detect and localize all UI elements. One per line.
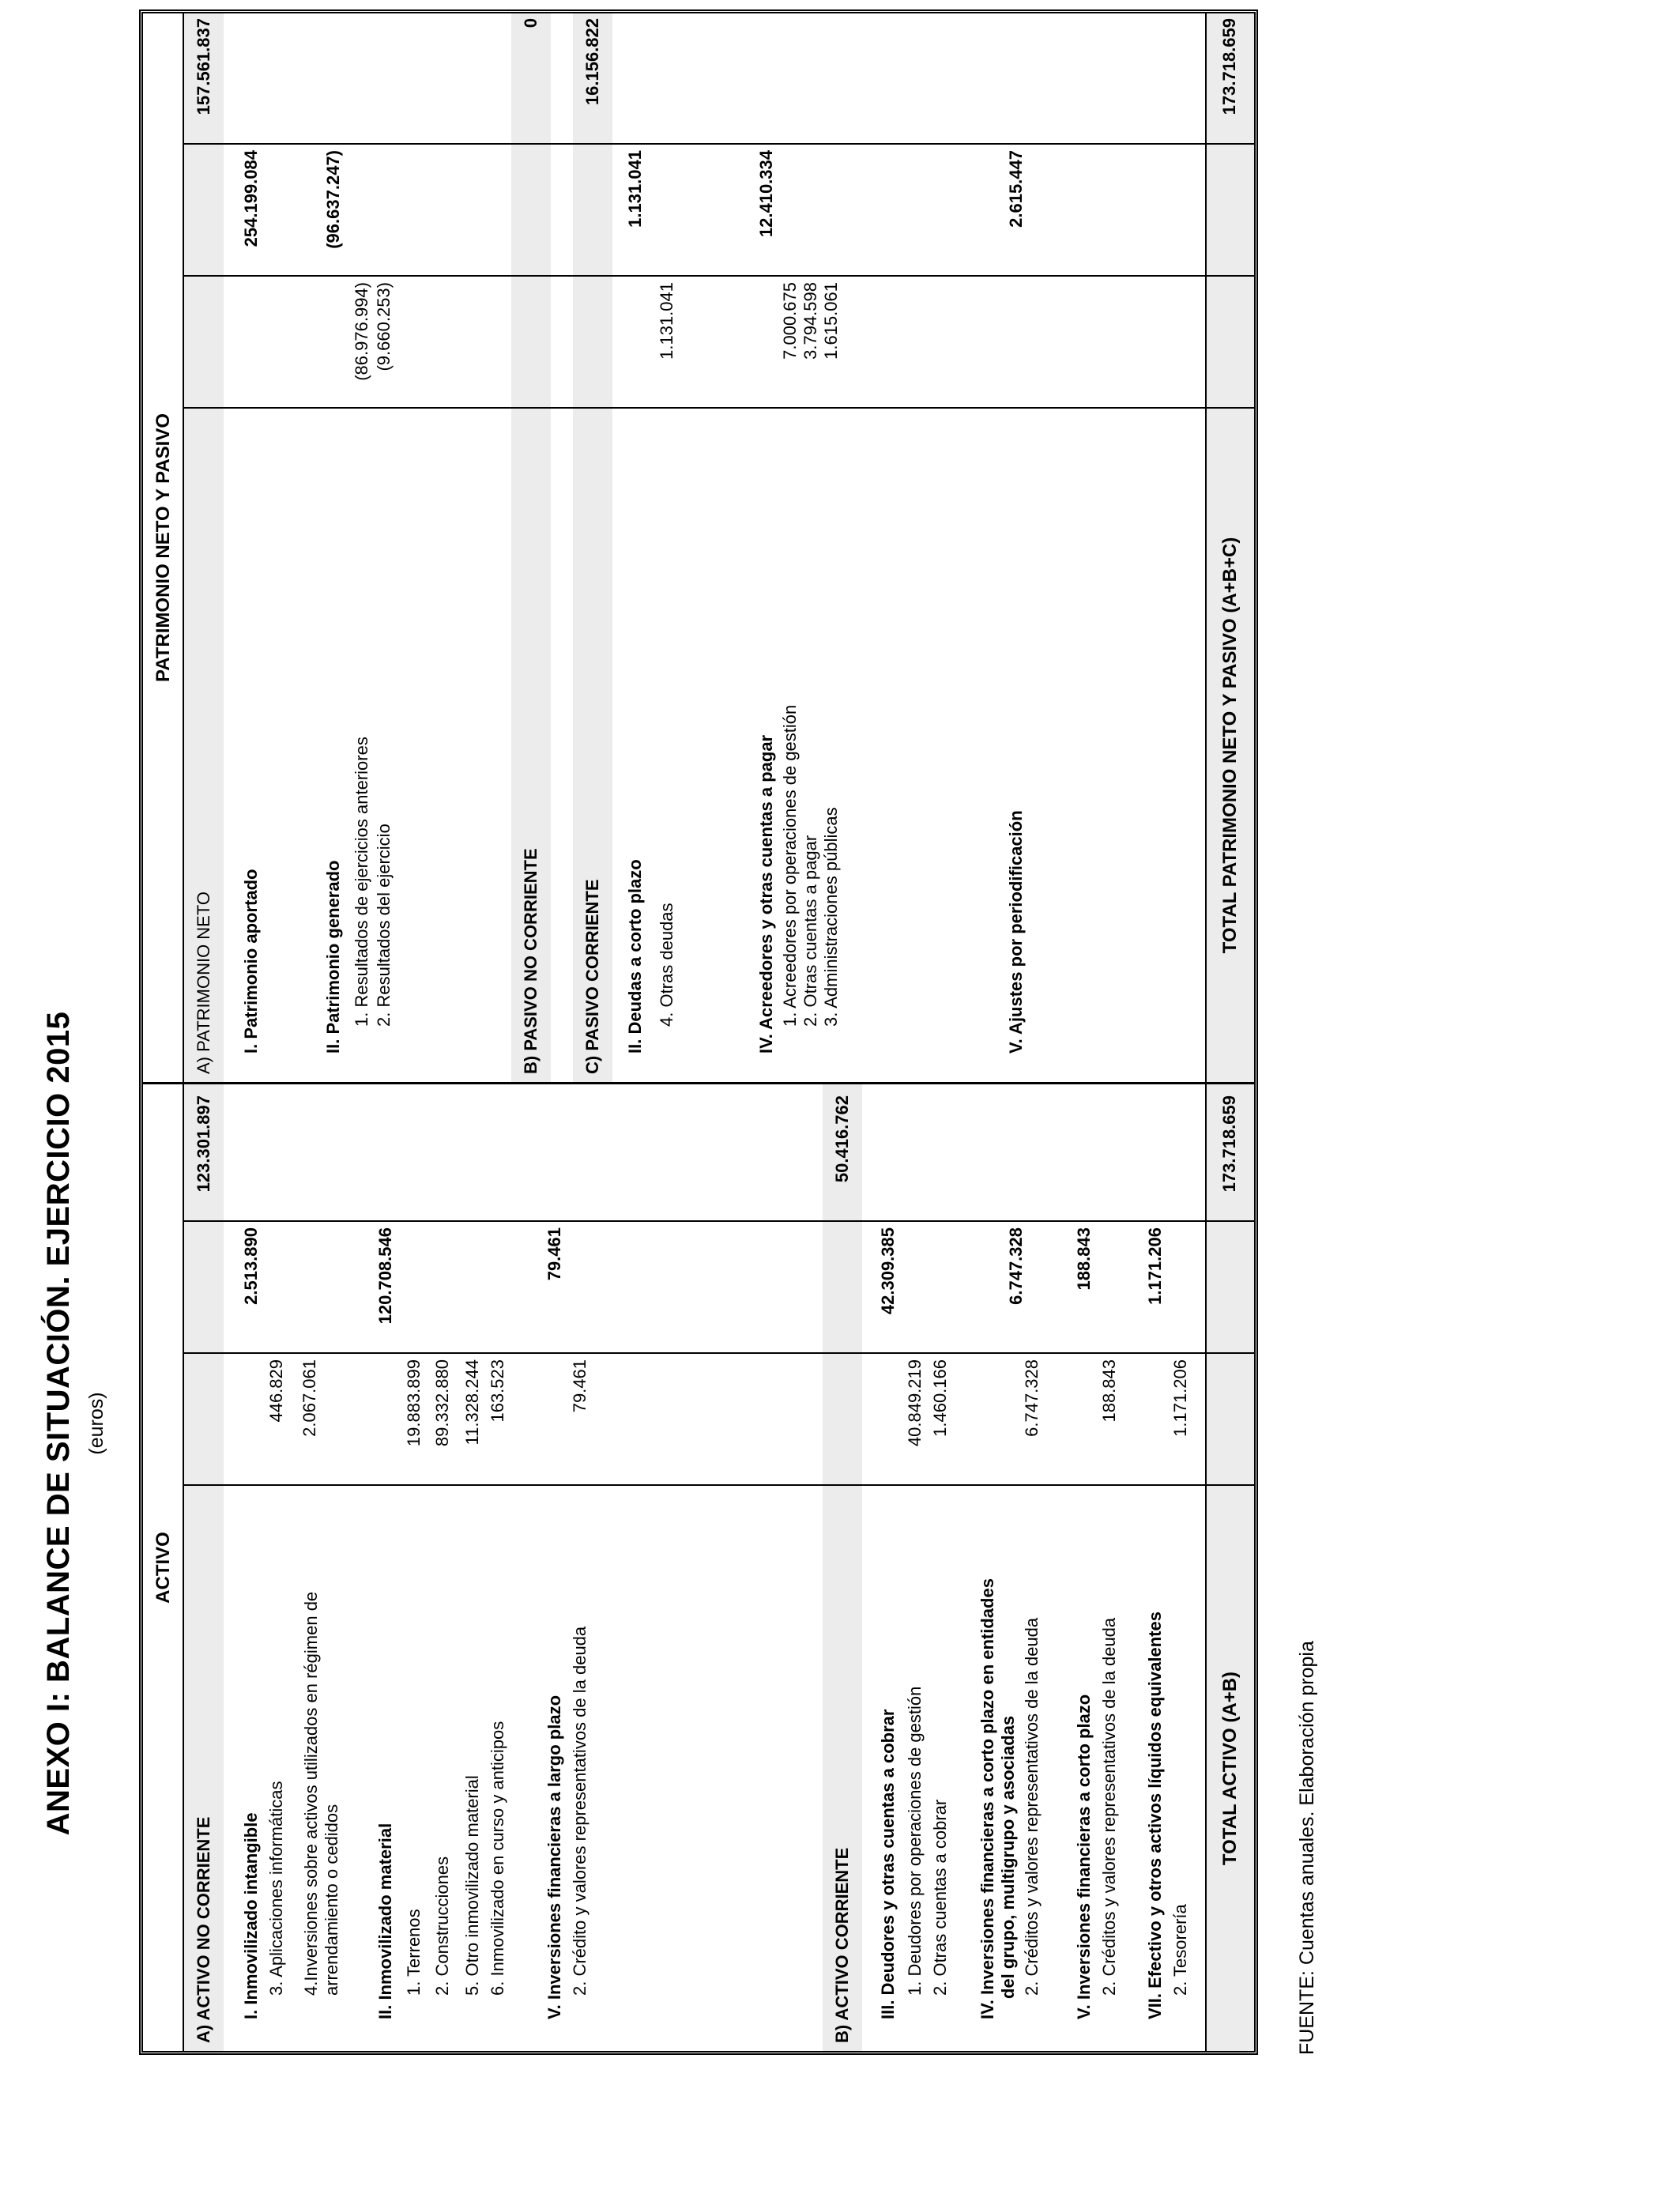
credito-valores-lp-value: 79.461 xyxy=(570,1359,590,1413)
terrenos-value: 19.883.899 xyxy=(404,1359,424,1447)
inversiones-cp-grupo-total: 6.747.328 xyxy=(1006,1227,1026,1305)
administraciones-publicas-label: 3. Administraciones públicas xyxy=(821,807,841,1027)
page-subtitle: (euros) xyxy=(85,1392,107,1455)
otras-deudas-label: 4. Otras deudas xyxy=(657,903,676,1027)
activo-col-line-1 xyxy=(183,1484,1254,1486)
activo-corriente-label: B) ACTIVO CORRIENTE xyxy=(832,1847,852,2043)
total-divider xyxy=(1205,13,1207,2051)
activo-no-corriente-label: A) ACTIVO NO CORRIENTE xyxy=(194,1816,213,2043)
creditos-cp-label: 2. Créditos y valores representativos de la deuda xyxy=(1099,1617,1119,1996)
total-pasivo-value: 173.718.659 xyxy=(1219,18,1239,115)
header-divider xyxy=(183,13,184,2051)
resultados-anteriores-label: 1. Resultados de ejercicios anteriores xyxy=(352,737,371,1027)
inversiones-arrendamiento-label: 4.Inversiones sobre activos utilizados en régimen de arrendamiento o cedidos xyxy=(301,1591,341,1996)
construcciones-label: 2. Construcciones xyxy=(432,1856,452,1996)
deudas-cp-label: II. Deudas a corto plazo xyxy=(625,859,645,1054)
total-pasivo-label: TOTAL PATRIMONIO NETO Y PASIVO (A+B+C) xyxy=(1219,537,1241,954)
column-divider xyxy=(143,1082,1254,1084)
administraciones-publicas-value: 1.615.061 xyxy=(821,282,841,360)
otras-cuentas-cobrar-label: 2. Otras cuentas a cobrar xyxy=(930,1799,950,1996)
deudores-label: III. Deudores y otras cuentas a cobrar xyxy=(878,1709,898,2019)
pasivo-header: PATRIMONIO NETO Y PASIVO xyxy=(153,413,174,683)
otras-cuentas-cobrar-value: 1.460.166 xyxy=(930,1359,950,1437)
inmovilizado-en-curso-value: 163.523 xyxy=(488,1359,507,1423)
page-title: ANEXO I: BALANCE DE SITUACIÓN. EJERCICIO 2015 xyxy=(41,1011,76,1836)
patrimonio-generado-total: (96.637.247) xyxy=(323,150,343,249)
pasivo-col-line-3 xyxy=(183,143,1254,145)
activo-corriente-total: 50.416.762 xyxy=(832,1095,852,1183)
pasivo-corriente-label: C) PASIVO CORRIENTE xyxy=(582,879,602,1074)
total-activo-label: TOTAL ACTIVO (A+B) xyxy=(1219,1671,1241,1866)
activo-col-line-3 xyxy=(183,1220,1254,1222)
resultados-ejercicio-value: (9.660.253) xyxy=(374,282,394,371)
terrenos-label: 1. Terrenos xyxy=(404,1909,424,1996)
creditos-grupo-label: 2. Créditos y valores representativos de la deuda xyxy=(1022,1617,1042,1996)
inmovilizado-intangible-label: I. Inmovilizado intangible xyxy=(241,1812,261,2019)
ajustes-periodificacion-total: 2.615.447 xyxy=(1006,150,1026,228)
deudas-cp-total: 1.131.041 xyxy=(625,150,645,228)
deudores-gestion-value: 40.849.219 xyxy=(905,1359,925,1447)
ajustes-periodificacion-label: V. Ajustes por periodificación xyxy=(1006,810,1026,1054)
creditos-cp-value: 188.843 xyxy=(1099,1359,1119,1423)
pasivo-no-corriente-total: 0 xyxy=(521,18,541,28)
balance-sheet-table xyxy=(139,9,1258,2055)
patrimonio-aportado-label: I. Patrimonio aportado xyxy=(241,869,261,1054)
source-footnote: FUENTE: Cuentas anuales. Elaboración propia xyxy=(1296,1641,1318,2055)
inversiones-lp-label: V. Inversiones financieras a largo plazo xyxy=(544,1695,564,2019)
construcciones-value: 89.332.880 xyxy=(432,1359,452,1447)
pasivo-corriente-total: 16.156.822 xyxy=(582,18,602,106)
otras-cuentas-pagar-label: 2. Otras cuentas a pagar xyxy=(800,835,820,1027)
inversiones-lp-total: 79.461 xyxy=(544,1227,564,1281)
inmovilizado-intangible-total: 2.513.890 xyxy=(241,1227,261,1305)
acreedores-gestion-value: 7.000.675 xyxy=(780,282,800,360)
resultados-ejercicio-label: 2. Resultados del ejercicio xyxy=(374,824,394,1027)
resultados-anteriores-value: (86.976.994) xyxy=(352,282,371,381)
tesoreria-value: 1.171.206 xyxy=(1170,1359,1190,1437)
efectivo-label: VII. Efectivo y otros activos líquidos equivalentes xyxy=(1145,1612,1165,2019)
activo-header: ACTIVO xyxy=(153,1532,174,1604)
credito-valores-lp-label: 2. Crédito y valores representativos de la deuda xyxy=(570,1626,590,1996)
patrimonio-neto-total: 157.561.837 xyxy=(194,18,213,115)
aplicaciones-informaticas-label: 3. Aplicaciones informáticas xyxy=(266,1781,286,1996)
inversiones-cp-grupo-label-2: del grupo, multigrupo y asociadas xyxy=(998,1715,1018,1999)
acreedores-label: IV. Acreedores y otras cuentas a pagar xyxy=(756,734,776,1054)
patrimonio-neto-label: A) PATRIMONIO NETO xyxy=(194,891,213,1074)
otras-cuentas-pagar-value: 3.794.598 xyxy=(800,282,820,360)
inmovilizado-material-total: 120.708.546 xyxy=(375,1227,395,1325)
acreedores-gestion-label: 1. Acreedores por operaciones de gestión xyxy=(780,704,800,1027)
deudores-total: 42.309.385 xyxy=(878,1227,898,1315)
otro-inmovilizado-label: 5. Otro inmovilizado material xyxy=(462,1775,482,1996)
pasivo-col-line-2 xyxy=(183,275,1254,277)
inmovilizado-material-label: II. Inmovilizado material xyxy=(375,1823,395,2019)
otro-inmovilizado-value: 11.328.244 xyxy=(462,1359,482,1446)
inversiones-cp-label: V. Inversiones financieras a corto plazo xyxy=(1074,1694,1094,2019)
aplicaciones-informaticas-value: 446.829 xyxy=(266,1359,286,1423)
tesoreria-label: 2. Tesorería xyxy=(1170,1904,1190,1996)
activo-no-corriente-total: 123.301.897 xyxy=(194,1095,213,1193)
inversiones-cp-total: 188.843 xyxy=(1074,1227,1094,1291)
efectivo-total: 1.171.206 xyxy=(1145,1227,1165,1305)
pasivo-no-corriente-label: B) PASIVO NO CORRIENTE xyxy=(521,848,541,1074)
patrimonio-aportado-total: 254.199.084 xyxy=(241,150,261,247)
inversiones-arrendamiento-value: 2.067.061 xyxy=(299,1359,319,1437)
patrimonio-generado-label: II. Patrimonio generado xyxy=(323,860,343,1054)
otras-deudas-value: 1.131.041 xyxy=(657,282,676,360)
total-activo-value: 173.718.659 xyxy=(1219,1095,1239,1193)
acreedores-total: 12.410.334 xyxy=(756,150,776,238)
pasivo-col-line-1 xyxy=(183,407,1254,409)
inmovilizado-en-curso-label: 6. Inmovilizado en curso y anticipos xyxy=(488,1721,507,1996)
inversiones-cp-grupo-label: IV. Inversiones financieras a corto plazo en entidades xyxy=(977,1578,997,2019)
creditos-grupo-value: 6.747.328 xyxy=(1022,1359,1042,1437)
deudores-gestion-label: 1. Deudores por operaciones de gestión xyxy=(905,1686,925,1996)
activo-col-line-2 xyxy=(183,1352,1254,1354)
